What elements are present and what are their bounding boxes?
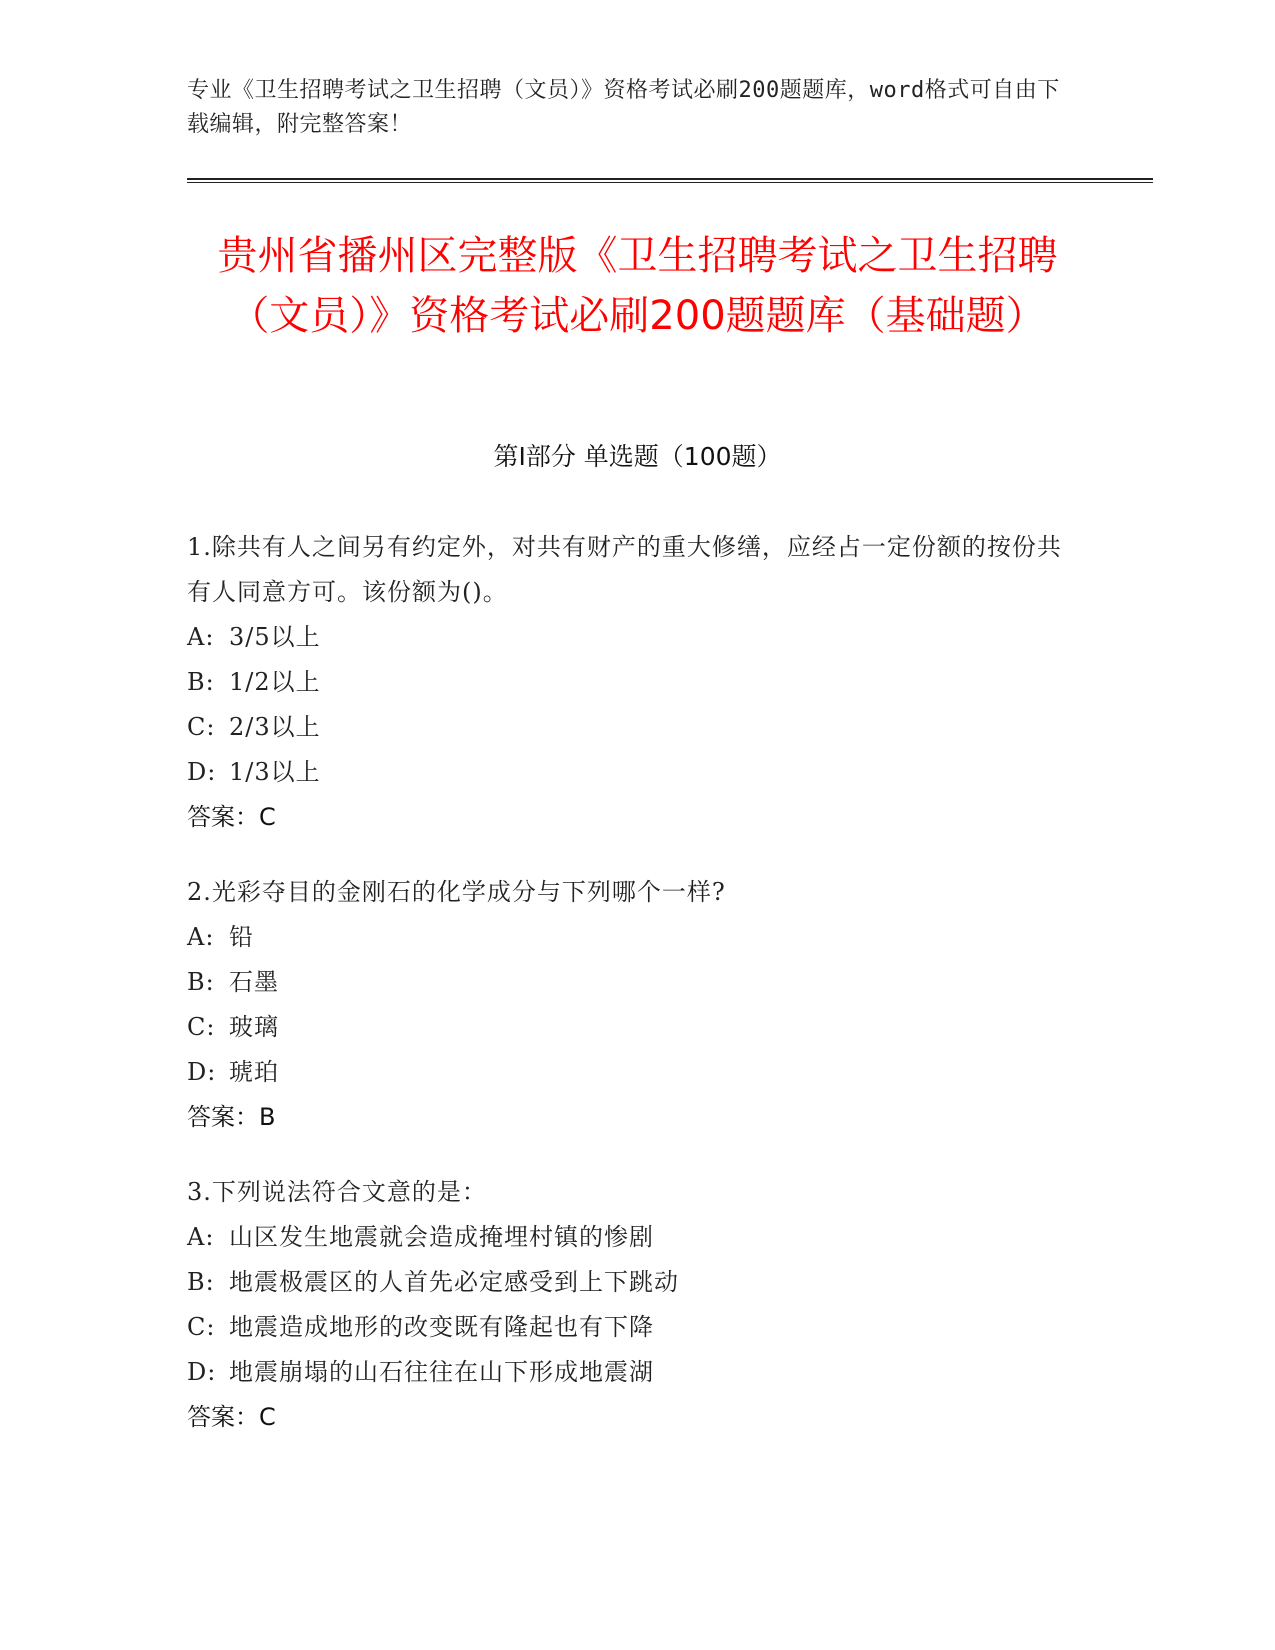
answer-line: 答案：B — [187, 1103, 276, 1131]
option-text: 山区发生地震就会造成掩埋村镇的惨剧 — [229, 1223, 654, 1251]
option-text: 地震造成地形的改变既有隆起也有下降 — [229, 1313, 654, 1341]
option-letter: C: — [187, 1013, 216, 1041]
option-text: 2/3以上 — [229, 713, 321, 741]
header-divider-thin — [187, 182, 1153, 183]
option-c — [187, 705, 1067, 750]
option-b — [187, 660, 1067, 705]
question-list — [187, 525, 1067, 1470]
header-note: 专业《卫生招聘考试之卫生招聘（文员）》资格考试必刷200题题库，word格式可自由下载编辑，附完整答案！ — [187, 78, 1060, 137]
option-text: 地震极震区的人首先必定感受到上下跳动 — [229, 1268, 679, 1296]
option-d — [187, 1050, 1067, 1095]
option-letter: B: — [187, 968, 215, 996]
option-text: 石墨 — [229, 968, 279, 996]
option-d — [187, 750, 1067, 795]
option-letter: B: — [187, 668, 215, 696]
option-letter: C: — [187, 713, 216, 741]
option-text: 1/2以上 — [229, 668, 321, 696]
option-letter: D: — [187, 758, 217, 786]
option-a — [187, 1215, 1067, 1260]
answer-line: 答案：C — [187, 803, 276, 831]
option-b — [187, 960, 1067, 1005]
option-a — [187, 615, 1067, 660]
section-title: 第Ⅰ部分 单选题（100题） — [493, 442, 782, 471]
option-c — [187, 1305, 1067, 1350]
option-text: 玻璃 — [229, 1013, 279, 1041]
option-letter: D: — [187, 1358, 217, 1386]
option-letter: C: — [187, 1313, 216, 1341]
option-letter: A: — [187, 1223, 215, 1251]
document-title: 贵州省播州区完整版《卫生招聘考试之卫生招聘（文员）》资格考试必刷200题题库（基础题） — [217, 233, 1058, 339]
option-text: 1/3以上 — [229, 758, 321, 786]
question-1 — [187, 525, 1067, 840]
question-2 — [187, 870, 1067, 1140]
question-stem: 2.光彩夺目的金刚石的化学成分与下列哪个一样? — [187, 878, 726, 906]
option-text: 地震崩塌的山石往往在山下形成地震湖 — [229, 1358, 654, 1386]
question-stem: 3.下列说法符合文意的是： — [187, 1178, 487, 1206]
answer-line: 答案：C — [187, 1403, 276, 1431]
header-divider — [187, 178, 1153, 183]
question-stem: 1.除共有人之间另有约定外，对共有财产的重大修缮，应经占一定份额的按份共有人同意方可。该份额为()。 — [187, 533, 1062, 606]
option-text: 3/5以上 — [229, 623, 321, 651]
option-letter: D: — [187, 1058, 217, 1086]
option-letter: A: — [187, 623, 215, 651]
option-b — [187, 1260, 1067, 1305]
option-text: 琥珀 — [229, 1058, 279, 1086]
question-3 — [187, 1170, 1067, 1440]
option-letter: A: — [187, 923, 215, 951]
option-c — [187, 1005, 1067, 1050]
option-a — [187, 915, 1067, 960]
option-text: 铅 — [229, 923, 254, 951]
option-letter: B: — [187, 1268, 215, 1296]
option-d — [187, 1350, 1067, 1395]
header-divider-thick — [187, 178, 1153, 180]
